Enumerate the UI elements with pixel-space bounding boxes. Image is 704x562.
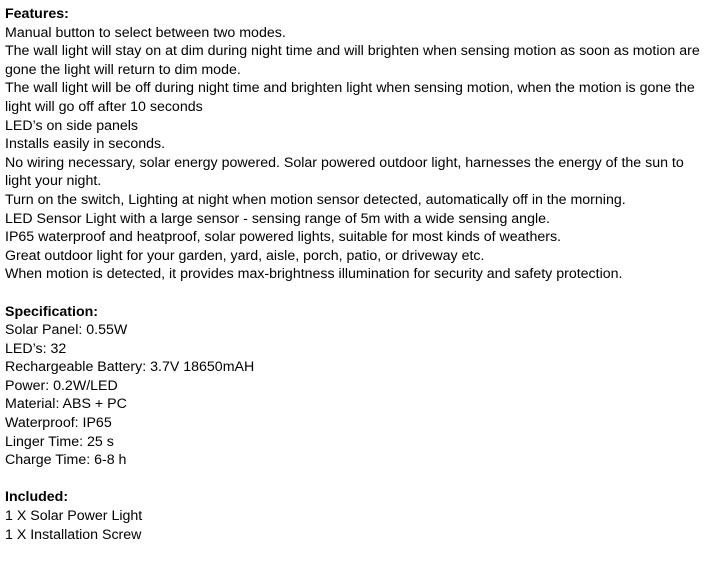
feature-item: LED Sensor Light with a large sensor - sensing range of 5m with a wide sensing angle. bbox=[5, 210, 550, 227]
included-heading: Included: bbox=[5, 489, 69, 506]
feature-item: Manual button to select between two modes. bbox=[5, 24, 286, 41]
spec-item: Material: ABS + PC bbox=[5, 396, 127, 413]
included-item: 1 X Solar Power Light bbox=[5, 508, 143, 525]
spec-item: Waterproof: IP65 bbox=[5, 415, 112, 432]
spec-item: Rechargeable Battery: 3.7V 18650mAH bbox=[5, 359, 255, 376]
feature-item: The wall light will stay on at dim during night time and will brighten when sensing motion as soon as motion are gone the light will return to dim mode. bbox=[5, 43, 700, 78]
features-heading: Features: bbox=[5, 6, 69, 22]
section-spacer bbox=[5, 284, 702, 303]
feature-item: IP65 waterproof and heatproof, solar powered lights, suitable for most kinds of weathers. bbox=[5, 229, 561, 246]
feature-item: LED’s on side panels bbox=[5, 117, 139, 134]
spec-item: LED’s: 32 bbox=[5, 340, 67, 357]
features-section bbox=[5, 5, 702, 284]
feature-item: When motion is detected, it provides max-brightness illumination for security and safety protection. bbox=[5, 266, 623, 283]
feature-item: Great outdoor light for your garden, yard, aisle, porch, patio, or driveway etc. bbox=[5, 247, 485, 264]
feature-item: Installs easily in seconds. bbox=[5, 136, 166, 153]
spec-item: Charge Time: 6-8 h bbox=[5, 452, 127, 469]
spec-item: Solar Panel: 0.55W bbox=[5, 322, 128, 339]
product-description bbox=[5, 5, 702, 544]
specification-heading: Specification: bbox=[5, 303, 99, 320]
spec-item: Linger Time: 25 s bbox=[5, 433, 114, 450]
specification-section bbox=[5, 303, 702, 470]
section-spacer bbox=[5, 470, 702, 489]
feature-item: Turn on the switch, Lighting at night when motion sensor detected, automatically off in the morning. bbox=[5, 191, 626, 208]
feature-item: The wall light will be off during night time and brighten light when sensing motion, when the motion is gone the light will go off after 10 seconds bbox=[5, 80, 695, 115]
feature-item: No wiring necessary, solar energy powered. Solar powered outdoor light, harnesses the energy of the sun to light your night. bbox=[5, 154, 684, 190]
included-item: 1 X Installation Screw bbox=[5, 526, 142, 543]
included-section bbox=[5, 488, 702, 544]
spec-item: Power: 0.2W/LED bbox=[5, 377, 118, 394]
